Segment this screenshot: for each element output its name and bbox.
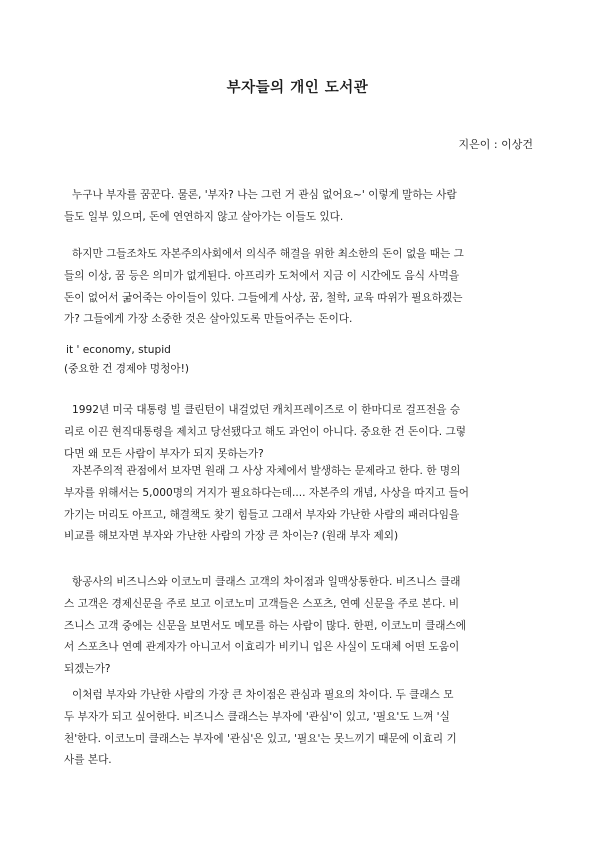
paragraph-line: 들의 이상, 꿈 등은 의미가 없게된다. 아프리카 도처에서 지금 이 시간에도 음식 사먹을 [64,269,460,282]
paragraph-line: 이처럼 부자와 가난한 사람의 가장 큰 차이점은 관심과 필요의 차이다. 두 클래스 모 [72,689,454,701]
paragraph-clinton [64,400,534,465]
paragraph-line: 즈니스 고객 중에는 신문을 보면서도 메모를 하는 사람이 많다. 한편, 이코노미 클래스에 [64,619,466,632]
paragraph-line: 누구나 부자를 꿈꾼다. 물론, '부자? 나는 그런 거 관심 없어요~' 이렇게 말하는 사람 [72,189,457,201]
paragraph-line: 1992년 미국 대통령 빌 클린턴이 내걸었던 캐치프레이즈로 이 한마디로 걸프전을 승 [72,404,461,416]
paragraph-line: 돈이 없어서 굶어죽는 아이들이 있다. 그들에게 사상, 꿈, 철학, 교육 따위가 필요하겠는 [64,291,463,304]
paragraph-line: 리로 이끈 현직대통령을 제치고 당선됐다고 해도 과언이 아니다. 중요한 건 돈이다. 그렇 [64,425,466,438]
paragraph-capitalism [64,461,534,548]
paragraph-line: 하지만 그들조차도 자본주의사회에서 의식주 해결을 위한 최소한의 돈이 없을 때는 그 [72,248,464,260]
paragraph-conclusion [64,685,534,772]
paragraph-line: 사를 본다. [64,754,112,767]
paragraph-line: 천'한다. 이코노미 클래스는 부자에 '관심'은 있고, '필요'는 못느끼기 때문에 이효리 기 [64,732,457,745]
paragraph-line: 스 고객은 경제신문을 주로 보고 이코노미 고객들은 스포츠, 연예 신문을 주로 본다. 비 [64,597,460,610]
paragraph-intro [64,185,534,229]
paragraph-line: 가? 그들에게 가장 소중한 것은 살아있도록 만들어주는 돈이다. [64,313,353,326]
author-line: 지은이 : 이상건 [458,138,533,151]
paragraph-line: 부자를 위해서는 5,000명의 거지가 필요하다는데.... 자본주의 개념, 사상을 따지고 들어 [64,486,469,499]
paragraph-line: 자본주의적 관점에서 보자면 원래 그 사상 자체에서 발생하는 문제라고 한다. 한 명의 [72,465,461,477]
document-title: 부자들의 개인 도서관 [226,80,369,96]
paragraph-line: 비교를 해보자면 부자와 가난한 사람의 가장 큰 차이는? (원래 부자 제외) [64,530,399,543]
paragraph-line: 되겠는가? [64,663,111,676]
paragraph-line: 항공사의 비즈니스와 이코노미 클래스 고객의 차이점과 일맥상통한다. 비즈니스 클래 [72,576,461,588]
quote-korean: (중요한 건 경제야 멍청아!) [64,362,189,375]
quote-english: it ' economy, stupid [66,344,171,356]
economy-quote [64,341,189,378]
paragraph-line: 들도 일부 있으며, 돈에 연연하지 않고 살아가는 이들도 있다. [64,210,344,223]
paragraph-line: 가기는 머리도 아프고, 해결책도 찾기 힘들고 그래서 부자와 가난한 사람의 패러다임을 [64,508,460,521]
paragraph-line: 다면 왜 모든 사람이 부자가 되지 못하는가? [64,447,264,460]
paragraph-line: 서 스포츠나 연예 관계자가 아니고서 이효리가 비키니 입은 사실이 도대체 어떤 도움이 [64,641,460,654]
paragraph-line: 두 부자가 되고 싶어한다. 비즈니스 클래스는 부자에 '관심'이 있고, '필요'도 느껴 '실 [64,710,450,723]
paragraph-survival [64,244,534,331]
paragraph-airline-classes [64,572,534,681]
